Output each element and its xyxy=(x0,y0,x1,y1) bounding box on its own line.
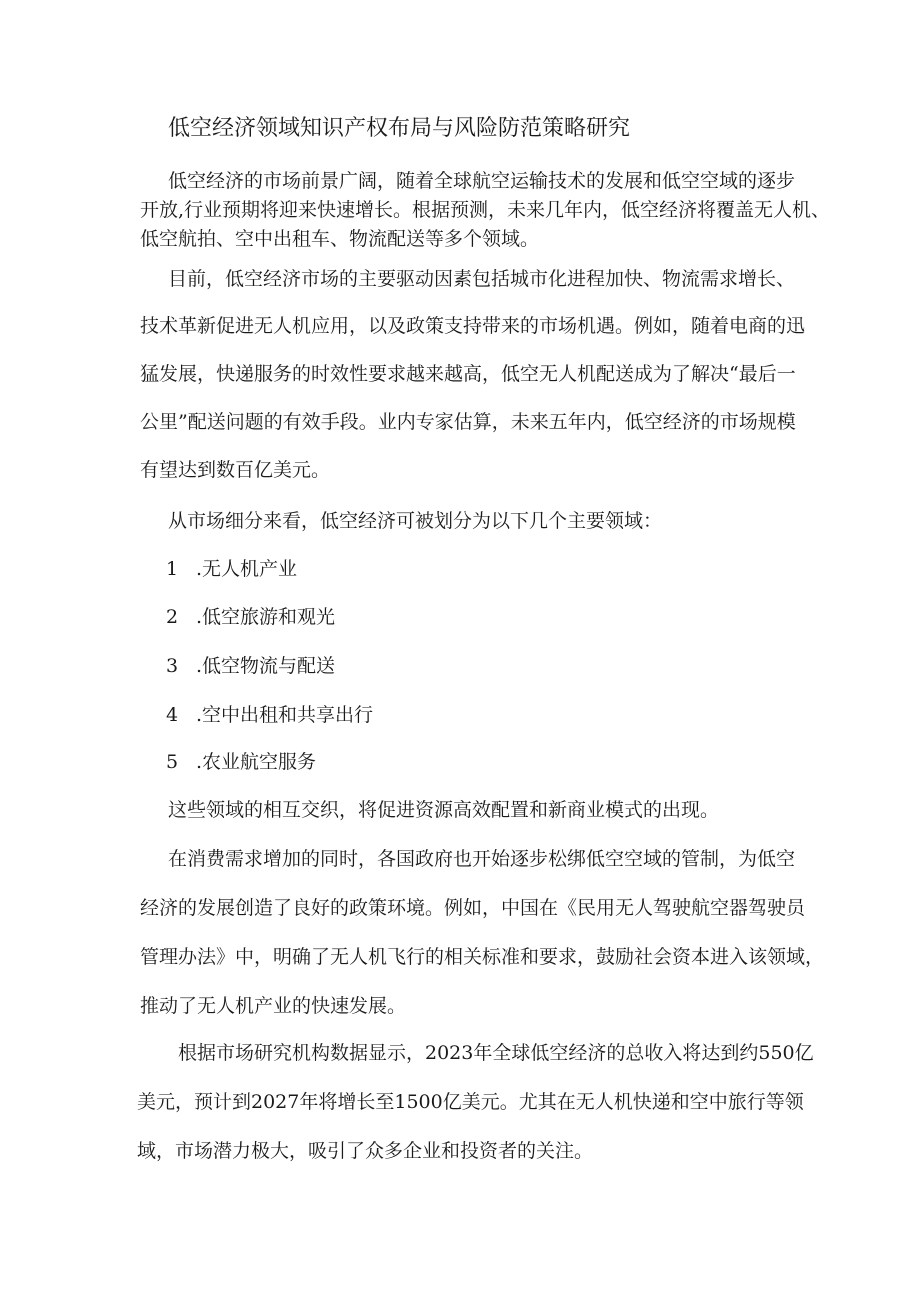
paragraph-line: 推动了无人机产业的快速发展。 xyxy=(140,995,407,1017)
paragraph-line: 低空航拍、空中出租车、物流配送等多个领域。 xyxy=(140,228,540,250)
list-item xyxy=(166,604,335,630)
list-item-number: 4 xyxy=(166,704,179,726)
list-item xyxy=(166,702,373,728)
paragraph-line: 开放,行业预期将迎来快速增长。根据预测，未来几年内，低空经济将覆盖无人机、 xyxy=(140,199,831,221)
paragraph-line: 在消费需求增加的同时，各国政府也开始逐步松绑低空空域的管制，为低空 xyxy=(168,848,796,870)
paragraph-line: 管理办法》中，明确了无人机飞行的相关标准和要求，鼓励社会资本进入该领域， xyxy=(140,946,825,968)
list-item-text: .低空物流与配送 xyxy=(196,655,336,677)
paragraph-line: 美元，预计到2027年将增长至1500亿美元。尤其在无人机快递和空中旅行等领 xyxy=(137,1091,804,1113)
paragraph-line: 这些领域的相互交织，将促进资源高效配置和新商业模式的出现。 xyxy=(168,799,720,821)
list-item xyxy=(166,749,316,775)
list-item-text: .无人机产业 xyxy=(196,558,298,580)
list-item xyxy=(166,556,297,582)
list-item xyxy=(166,653,335,679)
list-item-text: .农业航空服务 xyxy=(196,751,317,773)
paragraph-line: 目前，低空经济市场的主要驱动因素包括城市化进程加快、物流需求增长、 xyxy=(168,268,796,290)
paragraph-line: 从市场细分来看，低空经济可被划分为以下几个主要领域： xyxy=(168,510,663,532)
paragraph-line: 域，市场潜力极大，吸引了众多企业和投资者的关注。 xyxy=(137,1140,594,1162)
document-title: 低空经济领域知识产权布局与风险防范策略研究 xyxy=(168,116,631,141)
list-item-text: .空中出租和共享出行 xyxy=(196,704,374,726)
list-item-number: 1 xyxy=(166,558,179,580)
list-item-text: .低空旅游和观光 xyxy=(196,606,336,628)
paragraph-line: 低空经济的市场前景广阔，随着全球航空运输技术的发展和低空空域的逐步 xyxy=(168,170,796,192)
paragraph-line: 技术革新促进无人机应用，以及政策支持带来的市场机遇。例如，随着电商的迅 xyxy=(140,315,806,337)
list-item-number: 5 xyxy=(166,751,179,773)
list-item-number: 3 xyxy=(166,655,179,677)
paragraph-line: 根据市场研究机构数据显示，2023年全球低空经济的总收入将达到约550亿 xyxy=(178,1042,814,1064)
paragraph-line: 经济的发展创造了良好的政策环境。例如，中国在《民用无人驾驶航空器驾驶员 xyxy=(140,897,806,919)
paragraph-line: 猛发展，快递服务的时效性要求越来越高，低空无人机配送成为了解决“最后一 xyxy=(140,363,796,385)
list-item-number: 2 xyxy=(166,606,179,628)
paragraph-line: 公里”配送问题的有效手段。业内专家估算，未来五年内，低空经济的市场规模 xyxy=(140,411,796,433)
paragraph-line: 有望达到数百亿美元。 xyxy=(140,459,331,481)
